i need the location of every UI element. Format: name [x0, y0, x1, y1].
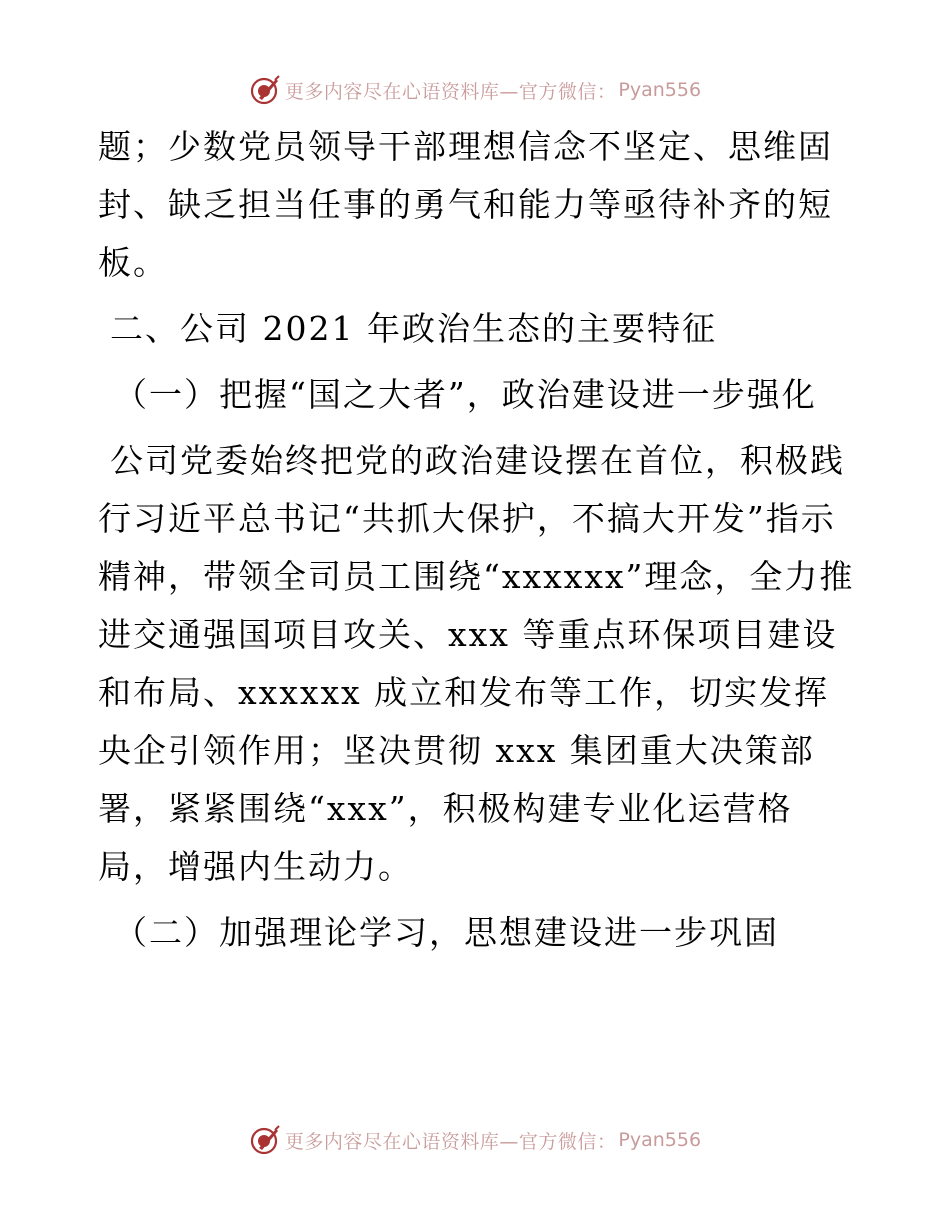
watermark-wechat-id: Pyan556 — [618, 1129, 702, 1151]
quill-seal-icon — [249, 74, 281, 106]
subsection-heading-2: （二）加强理论学习，思想建设进一步巩固 — [114, 913, 779, 952]
document-body — [98, 118, 858, 962]
header-watermark — [0, 70, 950, 110]
paragraph-political-building: 公司党委始终把党的政治建设摆在首位，积极践行习近平总书记“共抓大保护，不搞大开发”指示精神，带领全司员工围绕“xxxxxx”理念，全力推进交通强国项目攻关、xxx 等重点环保项目建设和布局、xxxxxx 成立和发布等工作，切实发挥央企引领作用；坚决贯彻 xxx 集团重大决策部署，紧紧围绕“xxx”，积极构建专业化运营格局，增强内生动力。 — [98, 441, 855, 886]
watermark-text: 更多内容尽在心语资料库—官方微信： — [284, 80, 617, 103]
watermark-text: 更多内容尽在心语资料库—官方微信： — [284, 1130, 617, 1153]
footer-watermark — [0, 1120, 950, 1160]
paragraph-continuation: 题；少数党员领导干部理想信念不坚定、思维固封、缺乏担当任事的勇气和能力等亟待补齐的短板。 — [98, 127, 833, 282]
subsection-heading-1: （一）把握“国之大者”，政治建设进一步强化 — [114, 375, 817, 414]
section-heading-2: 二、公司 2021 年政治生态的主要特征 — [110, 309, 717, 348]
quill-seal-icon — [249, 1124, 281, 1156]
watermark-wechat-id: Pyan556 — [618, 79, 702, 101]
